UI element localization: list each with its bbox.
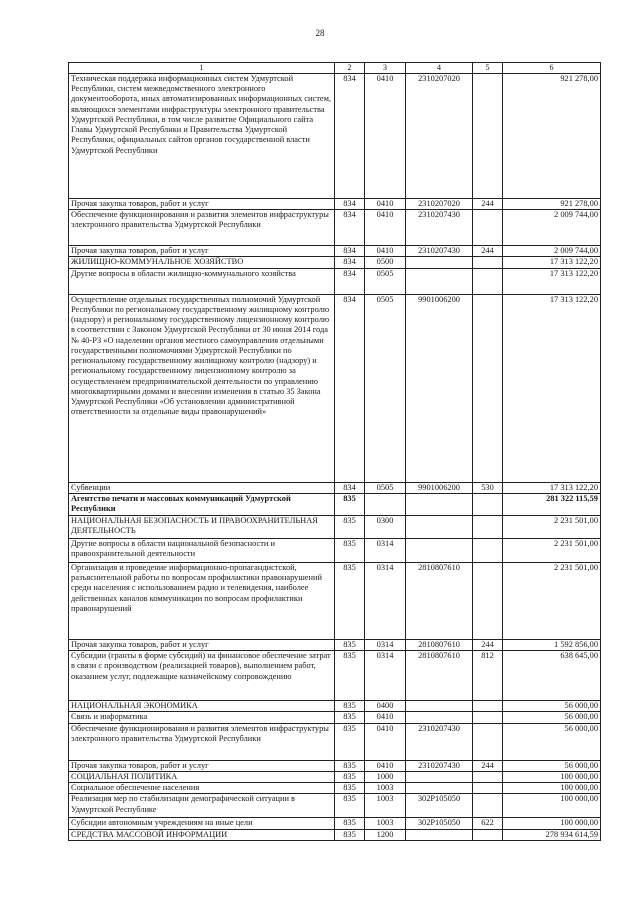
item-name-cell: Реализация мер по стабилизации демографической ситуации в Удмуртской Республике [69,794,335,818]
target-article-cell [406,783,473,794]
target-article-cell [406,701,473,712]
section-code-cell: 1003 [365,783,406,794]
expense-type-cell: 244 [473,639,503,650]
target-article-cell: 302P105050 [406,818,473,829]
section-code-cell: 1200 [365,829,406,840]
amount-cell: 56 000,00 [503,723,601,760]
item-name-cell: Другие вопросы в области жилищно-коммунального хозяйства [69,268,335,294]
amount-cell: 2 009 744,00 [503,210,601,246]
target-article-cell: 2310207020 [406,73,473,198]
item-name-cell: Организация и проведение информационно-пропагандистской, разъяснительной работы по вопросам профилактики правонарушений среди населения с использованием радио и телевидения, наиболее действенных каналов коммуникации по вопросам профилактики правонарушений [69,562,335,639]
department-code-cell: 835 [335,783,365,794]
table-row [69,73,601,198]
department-code-cell: 835 [335,712,365,723]
section-code-cell: 1000 [365,771,406,782]
target-article-cell: 2310207430 [406,760,473,771]
expense-type-cell [473,723,503,760]
item-name-cell: НАЦИОНАЛЬНАЯ ЭКОНОМИКА [69,701,335,712]
table-row [69,783,601,794]
amount-cell: 2 231 501,00 [503,515,601,538]
item-name-cell: Прочая закупка товаров, работ и услуг [69,198,335,209]
expense-type-cell [473,515,503,538]
table-row [69,210,601,246]
column-header: 3 [365,63,406,74]
section-code-cell [365,493,406,515]
expense-type-cell [473,538,503,562]
section-code-cell: 1003 [365,818,406,829]
expense-type-cell: 244 [473,198,503,209]
amount-cell: 56 000,00 [503,701,601,712]
department-code-cell: 834 [335,198,365,209]
target-article-cell: 2310207430 [406,246,473,257]
item-name-cell: Субсидии автономным учреждениям на иные цели [69,818,335,829]
amount-cell: 100 000,00 [503,818,601,829]
section-code-cell: 0314 [365,538,406,562]
table-row [69,562,601,639]
table-row [69,493,601,515]
department-code-cell: 835 [335,651,365,701]
table-row [69,482,601,493]
item-name-cell: Техническая поддержка информационных систем Удмуртской Республики, систем межведомственного электронного документооборота, иных автоматизированных информационных систем, являющихся элементами инфраструктуры электронного правительства Удмуртской Республики, в том числе развитие Официального сайта Главы Удмуртской Республики и Правительства Удмуртской Республики, официальных сайтов органов государственной власти Удмуртской Республики [69,73,335,198]
expense-type-cell [473,210,503,246]
table-row [69,701,601,712]
column-header: 5 [473,63,503,74]
amount-cell: 2 231 501,00 [503,538,601,562]
department-code-cell: 835 [335,639,365,650]
department-code-cell: 835 [335,701,365,712]
amount-cell: 2 231 501,00 [503,562,601,639]
amount-cell: 1 592 856,00 [503,639,601,650]
target-article-cell [406,515,473,538]
department-code-cell: 834 [335,294,365,482]
table-body [69,73,601,840]
amount-cell: 100 000,00 [503,771,601,782]
column-header: 2 [335,63,365,74]
table-row [69,794,601,818]
section-code-cell: 0314 [365,562,406,639]
table-row [69,712,601,723]
item-name-cell: Прочая закупка товаров, работ и услуг [69,246,335,257]
item-name-cell: СРЕДСТВА МАССОВОЙ ИНФОРМАЦИИ [69,829,335,840]
page-number: 28 [315,28,325,38]
amount-cell: 2 009 744,00 [503,246,601,257]
column-header: 6 [503,63,601,74]
expense-type-cell [473,794,503,818]
amount-cell: 921 278,00 [503,73,601,198]
section-code-cell: 0314 [365,639,406,650]
department-code-cell: 835 [335,829,365,840]
target-article-cell: 2810807610 [406,562,473,639]
section-code-cell: 0410 [365,246,406,257]
table-row [69,294,601,482]
department-code-cell: 834 [335,210,365,246]
section-code-cell: 0410 [365,73,406,198]
expense-type-cell [473,294,503,482]
expense-type-cell [473,712,503,723]
target-article-cell [406,712,473,723]
expense-type-cell: 530 [473,482,503,493]
department-code-cell: 834 [335,268,365,294]
department-code-cell: 835 [335,771,365,782]
target-article-cell: 302P105050 [406,794,473,818]
table-row [69,246,601,257]
section-code-cell: 0505 [365,482,406,493]
expense-type-cell [473,493,503,515]
department-code-cell: 835 [335,723,365,760]
item-name-cell: Обеспечение функционирования и развития элементов инфраструктуры электронного правительства Удмуртской Республики [69,723,335,760]
item-name-cell: НАЦИОНАЛЬНАЯ БЕЗОПАСНОСТЬ И ПРАВООХРАНИТЕЛЬНАЯ ДЕЯТЕЛЬНОСТЬ [69,515,335,538]
section-code-cell: 0410 [365,712,406,723]
target-article-cell: 2310207430 [406,210,473,246]
section-code-cell: 1003 [365,794,406,818]
budget-table [68,62,601,841]
item-name-cell: Обеспечение функционирования и развития элементов инфраструктуры электронного правительства Удмуртской Республики [69,210,335,246]
section-code-cell: 0410 [365,210,406,246]
target-article-cell: 9901006200 [406,482,473,493]
target-article-cell: 2810807610 [406,651,473,701]
table-row [69,268,601,294]
target-article-cell: 2310207430 [406,723,473,760]
expense-type-cell: 622 [473,818,503,829]
item-name-cell: Социальное обеспечение населения [69,783,335,794]
table-row [69,818,601,829]
item-name-cell: СОЦИАЛЬНАЯ ПОЛИТИКА [69,771,335,782]
amount-cell: 281 322 115,59 [503,493,601,515]
amount-cell: 921 278,00 [503,198,601,209]
item-name-cell: Прочая закупка товаров, работ и услуг [69,760,335,771]
section-code-cell: 0400 [365,701,406,712]
target-article-cell [406,829,473,840]
target-article-cell [406,493,473,515]
department-code-cell: 835 [335,562,365,639]
item-name-cell: Осуществление отдельных государственных полномочий Удмуртской Республики по региональному государственному жилищному контролю (надзору) и региональному государственному лицензионному контролю в соответствии с Законом Удмуртской Республики от 30 июня 2014 года № 40-РЗ «О наделении органов местного самоуправления отдельными государственными полномочиями Удмуртской Республики по региональному государственному жилищному контролю (надзору) и региональному государственному лицензионному контролю за осуществлением предпринимательской деятельности по управлению многоквартирными домами и внесении изменения в статью 35 Закона Удмуртской Республики «Об установлении административной ответственности за отдельные виды правонарушений» [69,294,335,482]
table-row [69,651,601,701]
item-name-cell: Субвенции [69,482,335,493]
table-row [69,771,601,782]
department-code-cell: 835 [335,515,365,538]
amount-cell: 17 313 122,20 [503,482,601,493]
department-code-cell: 835 [335,493,365,515]
table-row [69,829,601,840]
amount-cell: 56 000,00 [503,760,601,771]
target-article-cell [406,771,473,782]
expense-type-cell [473,783,503,794]
department-code-cell: 834 [335,246,365,257]
department-code-cell: 834 [335,73,365,198]
target-article-cell: 9901006200 [406,294,473,482]
section-code-cell: 0410 [365,760,406,771]
department-code-cell: 835 [335,818,365,829]
department-code-cell: 835 [335,794,365,818]
amount-cell: 100 000,00 [503,794,601,818]
expense-type-cell [473,701,503,712]
department-code-cell: 834 [335,482,365,493]
item-name-cell: Субсидии (гранты в форме субсидий) на финансовое обеспечение затрат в связи с производством (реализацией товаров), выполнением работ, оказанием услуг, подлежащие казначейскому сопровождению [69,651,335,701]
item-name-cell: ЖИЛИЩНО-КОММУНАЛЬНОЕ ХОЗЯЙСТВО [69,257,335,268]
expense-type-cell [473,257,503,268]
expense-type-cell: 812 [473,651,503,701]
expense-type-cell [473,562,503,639]
amount-cell: 17 313 122,20 [503,294,601,482]
column-header: 4 [406,63,473,74]
section-code-cell: 0410 [365,198,406,209]
table-row [69,760,601,771]
target-article-cell: 2310207020 [406,198,473,209]
department-code-cell: 834 [335,257,365,268]
table-header-row [69,63,601,74]
expense-type-cell [473,268,503,294]
column-header: 1 [69,63,335,74]
table-row [69,639,601,650]
department-code-cell: 835 [335,538,365,562]
table-row [69,257,601,268]
expense-type-cell [473,771,503,782]
amount-cell: 56 000,00 [503,712,601,723]
item-name-cell: Связь и информатика [69,712,335,723]
department-code-cell: 835 [335,760,365,771]
amount-cell: 17 313 122,20 [503,257,601,268]
table-row [69,723,601,760]
amount-cell: 100 000,00 [503,783,601,794]
target-article-cell [406,268,473,294]
item-name-cell: Агентство печати и массовых коммуникаций Удмуртской Республики [69,493,335,515]
expense-type-cell [473,829,503,840]
target-article-cell [406,538,473,562]
target-article-cell: 2810807610 [406,639,473,650]
section-code-cell: 0500 [365,257,406,268]
expense-type-cell [473,73,503,198]
section-code-cell: 0505 [365,268,406,294]
section-code-cell: 0300 [365,515,406,538]
section-code-cell: 0505 [365,294,406,482]
table-row [69,198,601,209]
expense-type-cell: 244 [473,246,503,257]
amount-cell: 638 645,00 [503,651,601,701]
expense-type-cell: 244 [473,760,503,771]
target-article-cell [406,257,473,268]
amount-cell: 17 313 122,20 [503,268,601,294]
table-row [69,538,601,562]
amount-cell: 278 934 614,59 [503,829,601,840]
section-code-cell: 0410 [365,723,406,760]
section-code-cell: 0314 [365,651,406,701]
item-name-cell: Другие вопросы в области национальной безопасности и правоохранительной деятельности [69,538,335,562]
table-row [69,515,601,538]
item-name-cell: Прочая закупка товаров, работ и услуг [69,639,335,650]
